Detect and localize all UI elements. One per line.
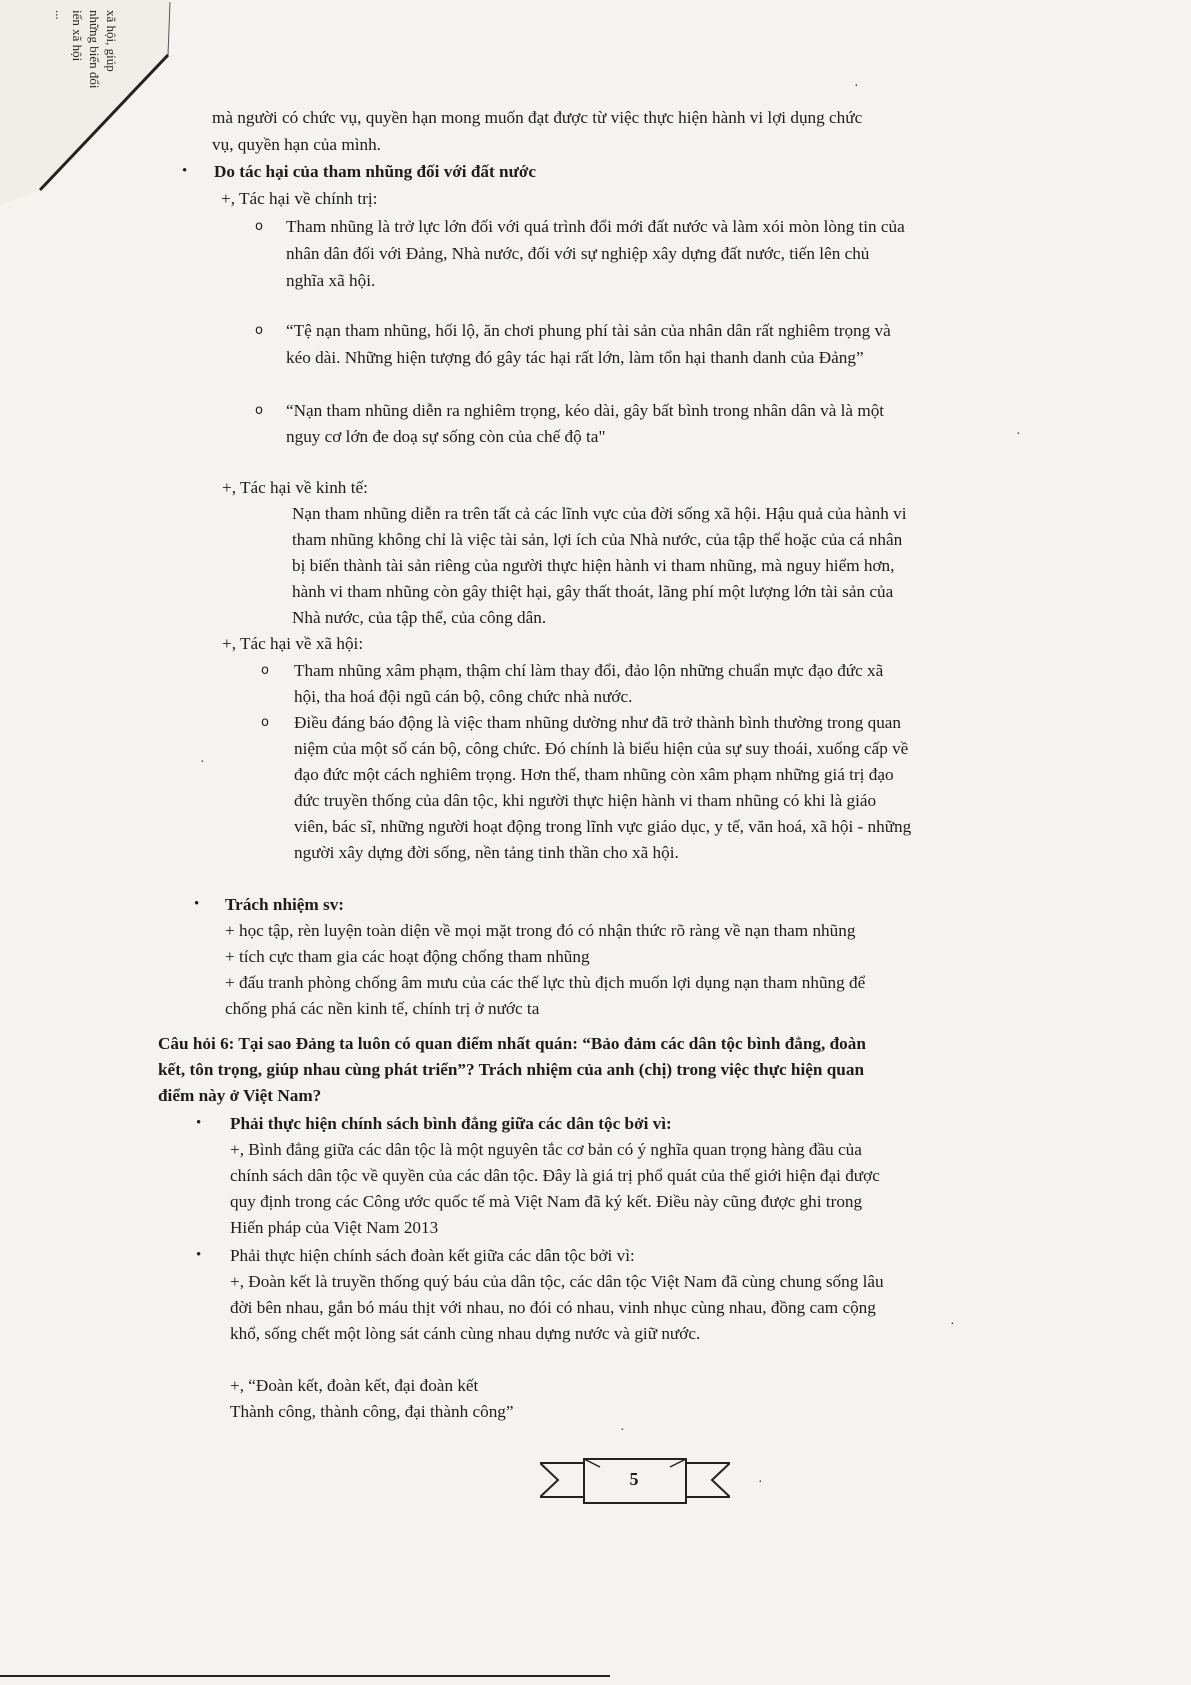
text-line: Hiến pháp của Việt Nam 2013	[230, 1218, 439, 1237]
text-line: chính sách dân tộc về quyền của các dân tộc. Đây là giá trị phổ quát của thế giới hiện đại được	[230, 1166, 880, 1185]
text-line: nghĩa xã hội.	[286, 271, 376, 290]
bullet-heading: Trách nhiệm sv:	[225, 895, 345, 914]
text-line: người xây dựng đời sống, nền tảng tinh thần cho xã hội.	[294, 843, 679, 862]
question-heading: kết, tôn trọng, giúp nhau cùng phát triển”? Trách nhiệm của anh (chị) trong việc thực hiện quan	[158, 1060, 865, 1079]
text-line: quy định trong các Công ước quốc tế mà Việt Nam đã ký kết. Điều này cũng được ghi trong	[230, 1192, 863, 1211]
bullet: •	[194, 896, 200, 912]
scan-speck: ·	[758, 1475, 763, 1490]
subheading: +, Tác hại về kinh tế:	[222, 478, 368, 497]
text-line: Thành công, thành công, đại thành công”	[230, 1402, 514, 1421]
text-line: đạo đức một cách nghiêm trọng. Hơn thế, tham nhũng còn xâm phạm những giá trị đạo	[294, 765, 894, 784]
bullet-heading: Phải thực hiện chính sách đoàn kết giữa các dân tộc bởi vì:	[230, 1246, 635, 1265]
text-line: đời bên nhau, gắn bó máu thịt với nhau, no đói có nhau, vinh nhục cùng nhau, đồng cam cộng	[230, 1298, 876, 1317]
page-number: 5	[629, 1469, 639, 1489]
text-line: Điều đáng báo động là việc tham nhũng dường như đã trở thành bình thường trong quan	[294, 713, 902, 732]
scan-speck: ·	[854, 79, 859, 94]
text-line: vụ, quyền hạn của mình.	[212, 135, 381, 154]
scan-speck: ·	[200, 755, 205, 770]
bullet: •	[196, 1115, 202, 1131]
sub-bullet: o	[255, 403, 263, 418]
text-line: nhân dân đối với Đảng, Nhà nước, đối với sự nghiệp xây dựng đất nước, tiến lên chủ	[286, 244, 870, 263]
text-line: khổ, sống chết một lòng sát cánh cùng nhau dựng nước và giữ nước.	[230, 1324, 701, 1343]
scan-speck: ·	[620, 1423, 625, 1438]
subheading: +, Tác hại về chính trị:	[221, 189, 378, 208]
text-line: Tham nhũng xâm phạm, thậm chí làm thay đổi, đảo lộn những chuẩn mực đạo đức xã	[294, 661, 884, 680]
subheading: +, Tác hại về xã hội:	[222, 634, 364, 653]
scan-speck: ·	[950, 1317, 955, 1332]
text-line: Tham nhũng là trở lực lớn đối với quá trình đổi mới đất nước và làm xói mòn lòng tin của	[286, 217, 905, 236]
text-line: + học tập, rèn luyện toàn diện về mọi mặt trong đó có nhận thức rõ ràng về nạn tham nhũng	[225, 921, 856, 940]
text-line: tham nhũng không chỉ là việc tài sản, lợi ích của Nhà nước, của tập thể hoặc của cá nhân	[292, 530, 903, 549]
text-line: niệm của một số cán bộ, công chức. Đó chính là biểu hiện của sự suy thoái, xuống cấp về	[294, 739, 909, 758]
text-line: viên, bác sĩ, những người hoạt động trong lĩnh vực giáo dục, y tế, văn hoá, xã hội - những	[294, 817, 912, 836]
text-line: đức truyền thống của dân tộc, khi người thực hiện hành vi tham nhũng có khi là giáo	[294, 791, 877, 810]
text-line: Nhà nước, của tập thể, của công dân.	[292, 608, 547, 627]
bullet: •	[196, 1247, 202, 1263]
text-line: “Tệ nạn tham nhũng, hối lộ, ăn chơi phung phí tài sản của nhân dân rất nghiêm trọng và	[286, 321, 891, 340]
sub-bullet: o	[261, 663, 269, 678]
text-line: chống phá các nền kinh tế, chính trị ở nước ta	[225, 999, 540, 1018]
text-line: Nạn tham nhũng diễn ra trên tất cả các lĩnh vực của đời sống xã hội. Hậu quả của hành vi	[292, 504, 907, 523]
bullet-heading: Phải thực hiện chính sách bình đẳng giữa các dân tộc bởi vì:	[230, 1114, 672, 1133]
bullet: •	[182, 163, 188, 179]
text-line: +, “Đoàn kết, đoàn kết, đại đoàn kết	[230, 1376, 479, 1395]
text-line: mà người có chức vụ, quyền hạn mong muốn đạt được từ việc thực hiện hành vi lợi dụng chức	[212, 108, 863, 127]
text-line: + tích cực tham gia các hoạt động chống tham nhũng	[225, 947, 590, 966]
text-line: hành vi tham nhũng còn gây thiệt hại, gây thất thoát, lãng phí một lượng lớn tài sản của	[292, 582, 894, 601]
question-heading: điểm này ở Việt Nam?	[158, 1086, 322, 1105]
question-heading: Câu hỏi 6: Tại sao Đảng ta luôn có quan điểm nhất quán: “Bảo đảm các dân tộc bình đẳng, đoàn	[158, 1034, 866, 1053]
bullet-heading: Do tác hại của tham nhũng đối với đất nước	[214, 162, 537, 181]
sub-bullet: o	[255, 219, 263, 234]
bottom-edge-line	[0, 1675, 610, 1677]
text-line: bị biến thành tài sản riêng của người thực hiện hành vi tham nhũng, mà nguy hiểm hơn,	[292, 556, 895, 575]
text-line: +, Bình đẳng giữa các dân tộc là một nguyên tắc cơ bản có ý nghĩa quan trọng hàng đầu của	[230, 1140, 862, 1159]
text-line: + đấu tranh phòng chống âm mưu của các thế lực thù địch muốn lợi dụng nạn tham nhũng để	[225, 973, 866, 992]
sub-bullet: o	[255, 323, 263, 338]
text-line: kéo dài. Những hiện tượng đó gây tác hại rất lớn, làm tổn hại thanh danh của Đảng”	[286, 348, 864, 367]
text-line: hội, tha hoá đội ngũ cán bộ, công chức nhà nước.	[294, 687, 633, 706]
text-line: “Nạn tham nhũng diễn ra nghiêm trọng, kéo dài, gây bất bình trong nhân dân và là một	[286, 401, 885, 420]
scan-speck: ·	[1016, 427, 1021, 442]
sub-bullet: o	[261, 715, 269, 730]
text-line: nguy cơ lớn đe doạ sự sống còn của chế độ ta"	[286, 427, 606, 446]
margin-note: xã hội, giúp những biến đổi iến xã hội ...	[53, 10, 119, 89]
text-line: +, Đoàn kết là truyền thống quý báu của dân tộc, các dân tộc Việt Nam đã cùng chung sống lâu	[230, 1272, 884, 1291]
